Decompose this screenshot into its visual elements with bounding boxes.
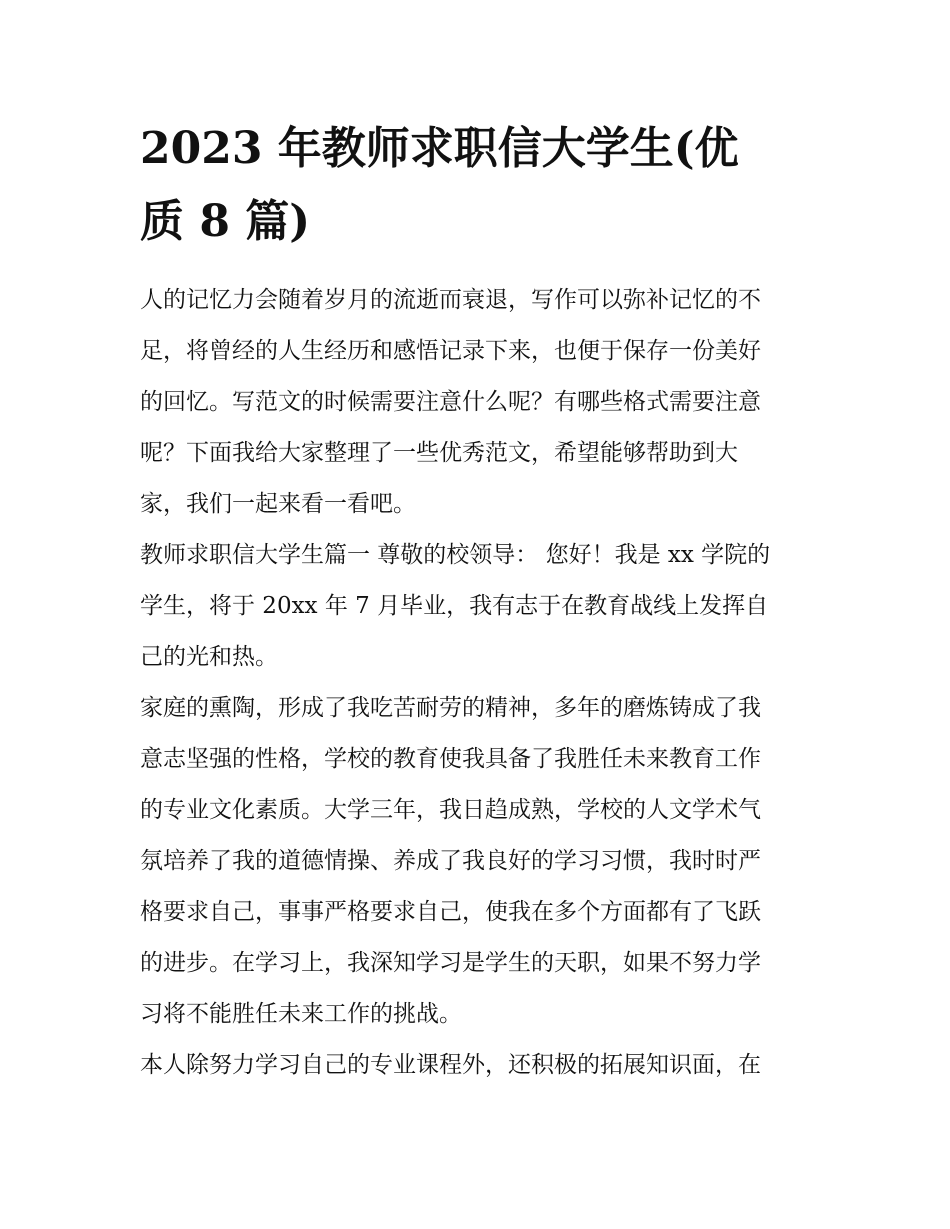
text-line: 的专业文化素质。大学三年，我日趋成熟，学校的人文学术气 bbox=[140, 797, 761, 823]
text-line: 家，我们一起来看一看吧。 bbox=[140, 491, 416, 517]
paragraph-background bbox=[140, 683, 820, 1040]
text-line: 习将不能胜任未来工作的挑战。 bbox=[140, 1001, 462, 1027]
text-line: 教师求职信大学生篇一 尊敬的校领导： 您好！我是 xx 学院的 bbox=[140, 542, 771, 568]
text-line: 学生，将于 20xx 年 7 月毕业，我有志于在教育战线上发挥自 bbox=[140, 593, 769, 619]
paragraph-studies bbox=[140, 1040, 820, 1091]
paragraph-intro bbox=[140, 275, 820, 530]
text-line: 意志坚强的性格，学校的教育使我具备了我胜任未来教育工作 bbox=[140, 746, 761, 772]
document-title bbox=[140, 112, 820, 258]
text-line: 的回忆。写范文的时候需要注意什么呢？有哪些格式需要注意 bbox=[140, 389, 761, 415]
text-line: 家庭的熏陶，形成了我吃苦耐劳的精神，多年的磨炼铸成了我 bbox=[140, 695, 761, 721]
document-body bbox=[140, 275, 820, 1091]
text-line: 足，将曾经的人生经历和感悟记录下来，也便于保存一份美好 bbox=[140, 338, 761, 364]
text-line: 的进步。在学习上，我深知学习是学生的天职，如果不努力学 bbox=[140, 950, 761, 976]
text-line: 呢？下面我给大家整理了一些优秀范文，希望能够帮助到大 bbox=[140, 440, 738, 466]
text-line: 人的记忆力会随着岁月的流逝而衰退，写作可以弥补记忆的不 bbox=[140, 287, 761, 313]
title-line: 2023 年教师求职信大学生(优 bbox=[140, 123, 739, 174]
text-line: 氛培养了我的道德情操、养成了我良好的学习习惯，我时时严 bbox=[140, 848, 761, 874]
text-line: 格要求自己，事事严格要求自己，使我在多个方面都有了飞跃 bbox=[140, 899, 761, 925]
text-line: 本人除努力学习自己的专业课程外，还积极的拓展知识面，在 bbox=[140, 1052, 761, 1078]
paragraph-letter-opening bbox=[140, 530, 820, 683]
title-line: 质 8 篇) bbox=[140, 196, 311, 247]
text-line: 己的光和热。 bbox=[140, 644, 278, 670]
